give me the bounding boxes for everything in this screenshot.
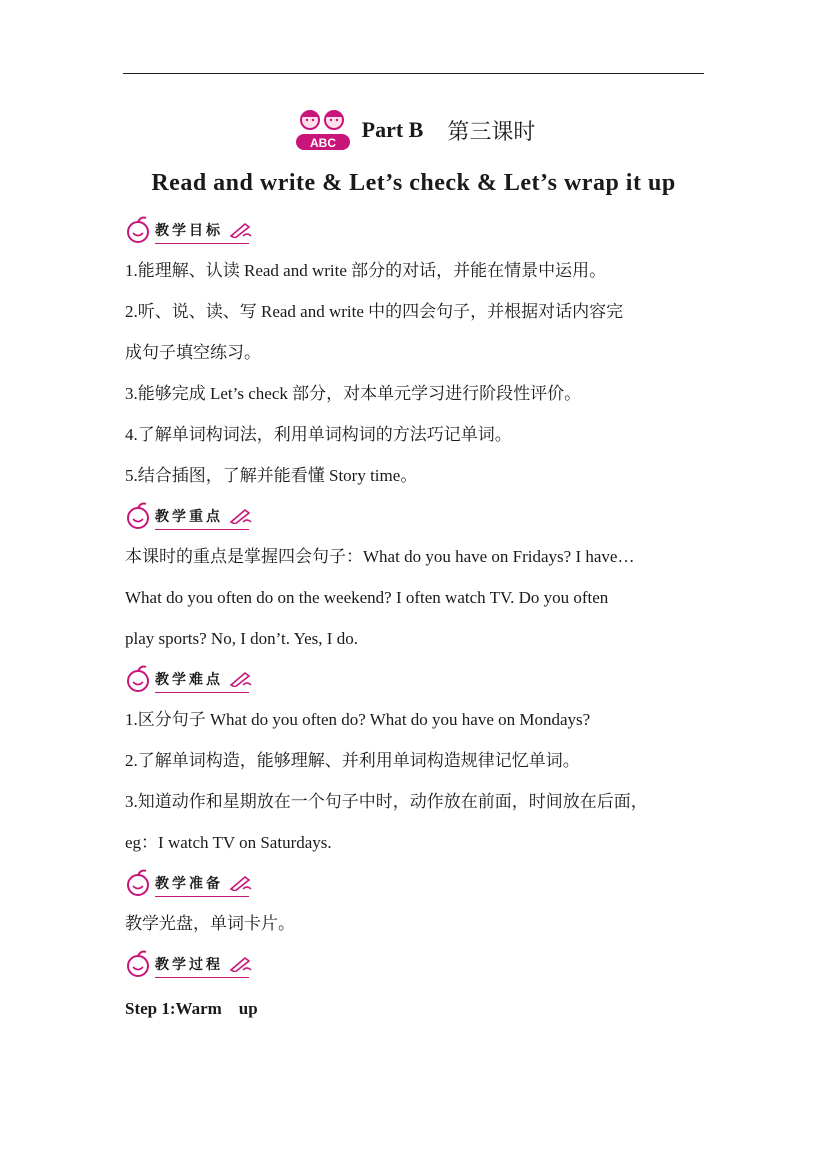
section-label: 教学目标	[155, 220, 223, 240]
text-line: 2.听、说、读、写 Read and write 中的四会句子，并根据对话内容完	[125, 302, 624, 321]
pen-icon	[229, 222, 253, 238]
section-label: 教学过程	[155, 954, 223, 974]
text-line: What do you often do on the weekend? I often watch TV. Do you often	[125, 588, 609, 607]
text-line: 5.结合插图，了解并能看懂 Story time。	[125, 466, 418, 485]
section-heading-difficulties	[125, 659, 705, 699]
pen-icon	[229, 875, 253, 891]
apple-icon	[125, 502, 151, 530]
text-line: 3.知道动作和星期放在一个句子中时，动作放在前面，时间放在后面，	[125, 792, 648, 811]
section-label: 教学重点	[155, 506, 223, 526]
section-heading-objectives	[125, 210, 705, 250]
text-line: 1.能理解、认读 Read and write 部分的对话，并能在情景中运用。	[125, 261, 607, 280]
section-label: 教学准备	[155, 873, 223, 893]
text-line: 4.了解单词构词法，利用单词构词的方法巧记单词。	[125, 425, 512, 444]
lesson-subtitle: Read and write & Let’s check & Let’s wrap it up	[151, 170, 676, 196]
text-line: eg：I watch TV on Saturdays.	[125, 833, 332, 852]
pen-icon	[229, 508, 253, 524]
svg-text:ABC: ABC	[309, 136, 336, 150]
text-line: 1.区分句子 What do you often do? What do you have on Mondays?	[125, 710, 591, 729]
page-header	[0, 106, 827, 159]
text-line: 教学光盘，单词卡片。	[125, 914, 295, 933]
apple-icon	[125, 216, 151, 244]
abc-kids-logo-icon	[292, 106, 354, 154]
apple-icon	[125, 950, 151, 978]
text-line: 3.能够完成 Let’s check 部分，对本单元学习进行阶段性评价。	[125, 384, 582, 403]
section-heading-preparation	[125, 863, 705, 903]
text-line: 本课时的重点是掌握四会句子：What do you have on Fridays? I have…	[125, 547, 635, 566]
title-en: Part B	[361, 117, 424, 142]
apple-icon	[125, 665, 151, 693]
apple-icon	[125, 869, 151, 897]
top-rule	[123, 73, 704, 74]
pen-icon	[229, 671, 253, 687]
lesson-title	[292, 106, 536, 154]
text-line: 成句子填空练习。	[125, 343, 261, 362]
text-line: 2.了解单词构造，能够理解、并利用单词构造规律记忆单词。	[125, 751, 580, 770]
section-heading-key-points	[125, 496, 705, 536]
text-line: play sports? No, I don’t. Yes, I do.	[125, 629, 358, 648]
section-heading-procedure	[125, 944, 705, 984]
section-label: 教学难点	[155, 669, 223, 689]
title-cn: 第三课时	[447, 119, 536, 145]
step-heading: Step 1:Warm up	[125, 999, 258, 1018]
lesson-content	[125, 210, 705, 1029]
pen-icon	[229, 956, 253, 972]
